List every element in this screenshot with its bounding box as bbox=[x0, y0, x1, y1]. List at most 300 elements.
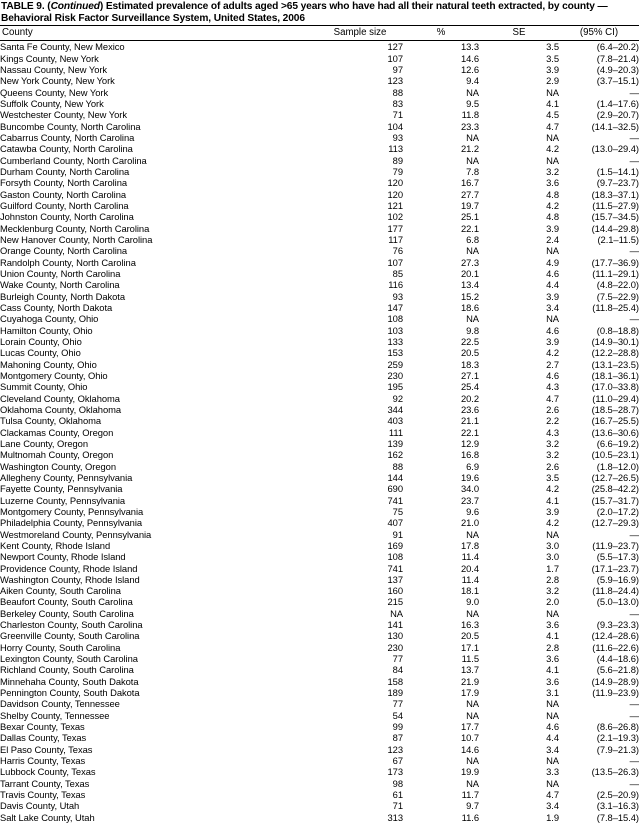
percent-cell: 9.5 bbox=[466, 98, 479, 110]
se-cell: 3.4 bbox=[546, 800, 559, 812]
se-cell: 3.5 bbox=[546, 52, 559, 64]
table-row bbox=[0, 800, 639, 811]
percent-cell: 11.8 bbox=[461, 109, 479, 121]
table-row bbox=[0, 279, 639, 290]
ci-cell: (8.6–26.8) bbox=[596, 721, 639, 733]
ci-cell: (2.1–11.5) bbox=[597, 233, 639, 245]
ci-cell: (1.5–14.1) bbox=[596, 166, 639, 178]
ci-cell: (11.9–23.7) bbox=[592, 539, 639, 551]
ci-cell: (11.9–23.9) bbox=[592, 687, 639, 699]
se-cell: 2.6 bbox=[546, 460, 559, 472]
percent-cell: 14.6 bbox=[460, 743, 479, 755]
ci-cell: (6.6–19.2) bbox=[596, 437, 639, 449]
ci-cell: — bbox=[629, 245, 639, 257]
sample-size-cell: 71 bbox=[392, 800, 403, 812]
sample-size-cell: 123 bbox=[387, 75, 403, 87]
table-header-row bbox=[0, 26, 639, 41]
county-cell: Forsyth County, North Carolina bbox=[0, 177, 128, 189]
se-cell: NA bbox=[546, 528, 559, 540]
ci-cell: (4.9–20.3) bbox=[596, 64, 639, 76]
se-cell: 4.5 bbox=[546, 109, 559, 121]
table-row bbox=[0, 755, 639, 766]
se-cell: 4.6 bbox=[546, 267, 559, 279]
sample-size-cell: 741 bbox=[387, 562, 403, 574]
se-cell: NA bbox=[546, 313, 559, 325]
sample-size-cell: 79 bbox=[392, 166, 403, 178]
county-cell: Charleston County, South Carolina bbox=[0, 619, 143, 631]
ci-cell: (3.7–15.1) bbox=[596, 75, 639, 87]
ci-cell: (5.6–21.8) bbox=[596, 664, 639, 676]
sample-size-cell: 133 bbox=[387, 335, 403, 347]
table-row bbox=[0, 517, 639, 528]
se-cell: 4.7 bbox=[546, 789, 559, 801]
sample-size-cell: 92 bbox=[392, 392, 403, 404]
percent-cell: 18.1 bbox=[460, 585, 479, 597]
se-cell: 3.4 bbox=[546, 743, 559, 755]
column-header-ci: (95% CI) bbox=[559, 26, 639, 41]
county-cell: Lexington County, South Carolina bbox=[0, 653, 138, 665]
table-row bbox=[0, 529, 639, 540]
table-row bbox=[0, 778, 639, 789]
se-cell: 4.6 bbox=[546, 324, 559, 336]
table-row bbox=[0, 563, 639, 574]
sample-size-cell: 230 bbox=[387, 641, 403, 653]
se-cell: 3.6 bbox=[546, 653, 559, 665]
percent-cell: 20.1 bbox=[460, 267, 479, 279]
percent-cell: 19.9 bbox=[460, 766, 479, 778]
ci-cell: (18.1–36.1) bbox=[591, 369, 639, 381]
se-cell: NA bbox=[546, 154, 559, 166]
table-row bbox=[0, 732, 639, 743]
se-cell: 2.4 bbox=[546, 233, 559, 245]
sample-size-cell: 130 bbox=[387, 630, 403, 642]
ci-cell: (7.8–21.4) bbox=[596, 52, 639, 64]
county-cell: Berkeley County, South Carolina bbox=[0, 607, 134, 619]
sample-size-cell: 117 bbox=[388, 233, 403, 245]
sample-size-cell: 127 bbox=[387, 41, 403, 53]
table-row bbox=[0, 155, 639, 166]
ci-cell: — bbox=[629, 154, 639, 166]
ci-cell: (17.1–23.7) bbox=[591, 562, 639, 574]
county-cell: Harris County, Texas bbox=[0, 755, 86, 767]
sample-size-cell: 144 bbox=[387, 471, 403, 483]
ci-cell: (2.0–17.2) bbox=[596, 505, 639, 517]
sample-size-cell: 313 bbox=[387, 811, 403, 823]
county-cell: Beaufort County, South Carolina bbox=[0, 596, 133, 608]
table-row bbox=[0, 268, 639, 279]
county-cell: Union County, North Carolina bbox=[0, 267, 121, 279]
percent-cell: 18.6 bbox=[460, 301, 479, 313]
percent-cell: NA bbox=[466, 528, 479, 540]
percent-cell: 9.0 bbox=[466, 596, 479, 608]
county-cell: Nassau County, New York bbox=[0, 64, 108, 76]
county-cell: Newport County, Rhode Island bbox=[0, 551, 126, 563]
table-row bbox=[0, 619, 639, 630]
county-cell: Washington County, Oregon bbox=[0, 460, 117, 472]
ci-cell: (9.3–23.3) bbox=[596, 619, 639, 631]
county-cell: Cumberland County, North Carolina bbox=[0, 154, 147, 166]
table-row bbox=[0, 449, 639, 460]
ci-cell: (11.5–27.9) bbox=[592, 200, 639, 211]
county-cell: Allegheny County, Pennsylvania bbox=[0, 471, 133, 483]
ci-cell: (15.7–34.5) bbox=[591, 211, 639, 223]
table-row bbox=[0, 189, 639, 200]
table-row bbox=[0, 438, 639, 449]
county-cell: Lorain County, Ohio bbox=[0, 335, 82, 347]
percent-cell: 23.3 bbox=[460, 120, 479, 132]
sample-size-cell: 177 bbox=[387, 222, 403, 234]
se-cell: 3.6 bbox=[546, 619, 559, 631]
ci-cell: (13.5–26.3) bbox=[591, 766, 639, 778]
table-row bbox=[0, 234, 639, 245]
ci-cell: (11.6–22.6) bbox=[592, 641, 639, 653]
county-cell: Kings County, New York bbox=[0, 52, 99, 64]
sample-size-cell: 141 bbox=[387, 619, 403, 631]
se-cell: NA bbox=[546, 755, 559, 767]
se-cell: 2.9 bbox=[546, 75, 559, 87]
column-header-sample-size: Sample size bbox=[317, 26, 403, 41]
ci-cell: (11.1–29.1) bbox=[592, 267, 639, 279]
table-row bbox=[0, 687, 639, 698]
table-row bbox=[0, 177, 639, 188]
sample-size-cell: 160 bbox=[387, 585, 403, 597]
county-cell: Cuyahoga County, Ohio bbox=[0, 313, 99, 325]
ci-cell: — bbox=[629, 755, 639, 767]
ci-cell: (18.5–28.7) bbox=[591, 403, 639, 415]
se-cell: 4.8 bbox=[546, 211, 559, 223]
county-cell: Richland County, South Carolina bbox=[0, 664, 134, 676]
table-row bbox=[0, 313, 639, 324]
county-cell: Wake County, North Carolina bbox=[0, 279, 120, 291]
table-row bbox=[0, 551, 639, 562]
table-row bbox=[0, 812, 639, 823]
county-cell: Pennington County, South Dakota bbox=[0, 687, 140, 699]
percent-cell: 22.5 bbox=[460, 335, 479, 347]
ci-cell: (12.7–29.3) bbox=[591, 517, 639, 529]
county-cell: Cabarrus County, North Carolina bbox=[0, 132, 135, 144]
table-row bbox=[0, 325, 639, 336]
ci-cell: (7.5–22.9) bbox=[596, 290, 639, 302]
table-row bbox=[0, 404, 639, 415]
county-cell: Luzerne County, Pennsylvania bbox=[0, 494, 126, 506]
percent-cell: NA bbox=[466, 154, 479, 166]
ci-cell: — bbox=[629, 86, 639, 98]
ci-cell: (25.8–42.2) bbox=[591, 483, 639, 495]
table-row bbox=[0, 664, 639, 675]
sample-size-cell: 88 bbox=[392, 86, 403, 98]
county-cell: Mecklenburg County, North Carolina bbox=[0, 222, 150, 234]
ci-cell: (13.6–30.6) bbox=[591, 426, 639, 438]
ci-cell: (13.0–29.4) bbox=[591, 143, 639, 155]
county-cell: Cleveland County, Oklahoma bbox=[0, 392, 120, 404]
se-cell: 4.7 bbox=[546, 392, 559, 404]
county-cell: Lucas County, Ohio bbox=[0, 347, 81, 359]
sample-size-cell: 77 bbox=[392, 653, 403, 665]
county-cell: Tulsa County, Oklahoma bbox=[0, 415, 102, 427]
percent-cell: 10.7 bbox=[460, 732, 479, 744]
county-cell: Montgomery County, Ohio bbox=[0, 369, 108, 381]
sample-size-cell: 102 bbox=[387, 211, 403, 223]
percent-cell: 12.6 bbox=[460, 64, 479, 76]
sample-size-cell: 107 bbox=[387, 52, 403, 64]
sample-size-cell: 67 bbox=[392, 755, 403, 767]
percent-cell: 9.6 bbox=[466, 505, 479, 517]
percent-cell: 9.7 bbox=[466, 800, 479, 812]
sample-size-cell: 407 bbox=[387, 517, 403, 529]
county-cell: Summit County, Ohio bbox=[0, 381, 88, 393]
percent-cell: 23.7 bbox=[460, 494, 479, 506]
ci-cell: (3.1–16.3) bbox=[596, 800, 639, 812]
table-row bbox=[0, 211, 639, 222]
se-cell: 3.4 bbox=[546, 301, 559, 313]
table-row bbox=[0, 359, 639, 370]
county-cell: Randolph County, North Carolina bbox=[0, 256, 136, 268]
se-cell: 3.1 bbox=[546, 687, 559, 699]
table-row bbox=[0, 109, 639, 120]
percent-cell: NA bbox=[466, 698, 479, 710]
se-cell: 3.5 bbox=[546, 41, 559, 53]
ci-cell: (0.8–18.8) bbox=[596, 324, 639, 336]
table-row bbox=[0, 676, 639, 687]
se-cell: 2.8 bbox=[546, 573, 559, 585]
se-cell: 4.3 bbox=[546, 381, 559, 393]
percent-cell: 9.8 bbox=[466, 324, 479, 336]
ci-cell: (7.8–15.4) bbox=[596, 811, 639, 823]
county-cell: Suffolk County, New York bbox=[0, 98, 104, 110]
county-cell: Dallas County, Texas bbox=[0, 732, 87, 744]
county-cell: Horry County, South Carolina bbox=[0, 641, 121, 653]
ci-cell: (12.4–28.6) bbox=[591, 630, 639, 642]
county-cell: Hamilton County, Ohio bbox=[0, 324, 93, 336]
sample-size-cell: 83 bbox=[392, 98, 403, 110]
table-row bbox=[0, 789, 639, 800]
percent-cell: 21.1 bbox=[460, 415, 479, 427]
percent-cell: 12.9 bbox=[460, 437, 479, 449]
percent-cell: 27.3 bbox=[460, 256, 479, 268]
se-cell: 4.6 bbox=[546, 721, 559, 733]
table-row bbox=[0, 64, 639, 75]
percent-cell: 34.0 bbox=[460, 483, 479, 495]
se-cell: 4.2 bbox=[546, 143, 559, 155]
column-header-se: SE bbox=[479, 26, 559, 41]
county-cell: El Paso County, Texas bbox=[0, 743, 93, 755]
sample-size-cell: 344 bbox=[387, 403, 403, 415]
sample-size-cell: 139 bbox=[387, 437, 403, 449]
ci-cell: — bbox=[629, 709, 639, 721]
county-cell: Catawba County, North Carolina bbox=[0, 143, 133, 155]
percent-cell: 15.2 bbox=[460, 290, 479, 302]
ci-cell: (6.4–20.2) bbox=[596, 41, 639, 53]
se-cell: 1.7 bbox=[546, 562, 559, 574]
column-header-percent: % bbox=[403, 26, 479, 41]
county-cell: Tarrant County, Texas bbox=[0, 777, 90, 789]
table-row bbox=[0, 53, 639, 64]
percent-cell: 27.1 bbox=[460, 369, 479, 381]
percent-cell: NA bbox=[466, 755, 479, 767]
se-cell: 4.2 bbox=[546, 517, 559, 529]
ci-cell: (15.7–31.7) bbox=[591, 494, 639, 506]
percent-cell: 6.9 bbox=[466, 460, 479, 472]
ci-cell: (17.7–36.9) bbox=[591, 256, 639, 268]
table-row bbox=[0, 608, 639, 619]
ci-cell: (2.5–20.9) bbox=[596, 789, 639, 801]
percent-cell: 11.4 bbox=[461, 573, 479, 585]
percent-cell: 20.2 bbox=[460, 392, 479, 404]
table-title-continued: Continued bbox=[50, 1, 100, 12]
sample-size-cell: 61 bbox=[392, 789, 403, 801]
table-row bbox=[0, 630, 639, 641]
se-cell: NA bbox=[546, 245, 559, 257]
table-row bbox=[0, 596, 639, 607]
ci-cell: — bbox=[629, 607, 639, 619]
sample-size-cell: 77 bbox=[392, 698, 403, 710]
sample-size-cell: 97 bbox=[392, 64, 403, 76]
percent-cell: NA bbox=[466, 709, 479, 721]
se-cell: 2.7 bbox=[546, 358, 559, 370]
ci-cell: (5.0–13.0) bbox=[596, 596, 639, 608]
table-row bbox=[0, 132, 639, 143]
ci-cell: (11.8–25.4) bbox=[592, 301, 639, 313]
sample-size-cell: 89 bbox=[392, 154, 403, 166]
table-row bbox=[0, 41, 639, 53]
sample-size-cell: 215 bbox=[387, 596, 403, 608]
table-row bbox=[0, 336, 639, 347]
table-row bbox=[0, 223, 639, 234]
table-row bbox=[0, 143, 639, 154]
ci-cell: (14.9–28.9) bbox=[591, 675, 639, 687]
sample-size-cell: 71 bbox=[392, 109, 403, 121]
sample-size-cell: 123 bbox=[387, 743, 403, 755]
sample-size-cell: 88 bbox=[392, 460, 403, 472]
percent-cell: 18.3 bbox=[460, 358, 479, 370]
se-cell: 4.1 bbox=[546, 98, 559, 110]
county-cell: Westmoreland County, Pennsylvania bbox=[0, 528, 152, 540]
sample-size-cell: 120 bbox=[387, 188, 403, 200]
prevalence-table bbox=[0, 25, 639, 823]
se-cell: 4.9 bbox=[546, 256, 559, 268]
county-cell: Aiken County, South Carolina bbox=[0, 585, 121, 597]
ci-cell: (2.1–19.3) bbox=[596, 732, 639, 744]
county-cell: Queens County, New York bbox=[0, 86, 109, 98]
percent-cell: 17.9 bbox=[460, 687, 479, 699]
percent-cell: 13.4 bbox=[460, 279, 479, 291]
table-row bbox=[0, 98, 639, 109]
percent-cell: 20.5 bbox=[460, 630, 479, 642]
table-title-line2: Behavioral Risk Factor Surveillance System, United States, 2006 bbox=[1, 13, 305, 25]
sample-size-cell: 189 bbox=[387, 687, 403, 699]
sample-size-cell: 108 bbox=[387, 551, 403, 563]
percent-cell: 22.1 bbox=[460, 426, 479, 438]
table-row bbox=[0, 766, 639, 777]
percent-cell: NA bbox=[466, 607, 479, 619]
sample-size-cell: 147 bbox=[387, 301, 403, 313]
county-cell: Durham County, North Carolina bbox=[0, 166, 130, 178]
county-cell: Montgomery County, Pennsylvania bbox=[0, 505, 144, 517]
sample-size-cell: 111 bbox=[388, 426, 403, 438]
table-row bbox=[0, 483, 639, 494]
se-cell: 2.8 bbox=[546, 641, 559, 653]
se-cell: 4.6 bbox=[546, 369, 559, 381]
table-row bbox=[0, 642, 639, 653]
se-cell: 2.2 bbox=[546, 415, 559, 427]
table-row bbox=[0, 472, 639, 483]
percent-cell: 21.9 bbox=[460, 675, 479, 687]
se-cell: 4.1 bbox=[546, 664, 559, 676]
county-cell: Guilford County, North Carolina bbox=[0, 200, 129, 211]
sample-size-cell: 137 bbox=[387, 573, 403, 585]
se-cell: 3.2 bbox=[546, 166, 559, 178]
se-cell: 4.3 bbox=[546, 426, 559, 438]
sample-size-cell: 153 bbox=[387, 347, 403, 359]
se-cell: 3.0 bbox=[546, 539, 559, 551]
county-cell: Kent County, Rhode Island bbox=[0, 539, 111, 551]
sample-size-cell: 690 bbox=[387, 483, 403, 495]
se-cell: 3.2 bbox=[546, 585, 559, 597]
ci-cell: (11.0–29.4) bbox=[592, 392, 639, 404]
table-row bbox=[0, 710, 639, 721]
county-cell: Westchester County, New York bbox=[0, 109, 127, 121]
table-row bbox=[0, 427, 639, 438]
county-cell: Davis County, Utah bbox=[0, 800, 80, 812]
ci-cell: (14.4–29.8) bbox=[591, 222, 639, 234]
sample-size-cell: 107 bbox=[387, 256, 403, 268]
county-cell: Lubbock County, Texas bbox=[0, 766, 96, 778]
county-cell: Orange County, North Carolina bbox=[0, 245, 128, 257]
ci-cell: (16.7–25.5) bbox=[591, 415, 639, 427]
ci-cell: (10.5–23.1) bbox=[591, 449, 639, 461]
se-cell: NA bbox=[546, 709, 559, 721]
percent-cell: 6.8 bbox=[466, 233, 479, 245]
county-cell: Gaston County, North Carolina bbox=[0, 188, 127, 200]
sample-size-cell: 103 bbox=[387, 324, 403, 336]
se-cell: NA bbox=[546, 777, 559, 789]
se-cell: 3.5 bbox=[546, 471, 559, 483]
se-cell: 3.9 bbox=[546, 335, 559, 347]
county-cell: Travis County, Texas bbox=[0, 789, 86, 801]
percent-cell: 9.4 bbox=[466, 75, 479, 87]
se-cell: 3.9 bbox=[546, 290, 559, 302]
ci-cell: (18.3–37.1) bbox=[591, 188, 639, 200]
se-cell: 3.3 bbox=[546, 766, 559, 778]
se-cell: 2.0 bbox=[546, 596, 559, 608]
ci-cell: — bbox=[629, 698, 639, 710]
se-cell: 2.6 bbox=[546, 403, 559, 415]
se-cell: 3.2 bbox=[546, 437, 559, 449]
percent-cell: NA bbox=[466, 777, 479, 789]
table-body bbox=[0, 41, 639, 823]
table-row bbox=[0, 166, 639, 177]
table-row bbox=[0, 347, 639, 358]
percent-cell: 20.5 bbox=[460, 347, 479, 359]
county-cell: Greenville County, South Carolina bbox=[0, 630, 140, 642]
ci-cell: (1.4–17.6) bbox=[596, 98, 639, 110]
percent-cell: 20.4 bbox=[460, 562, 479, 574]
sample-size-cell: 93 bbox=[392, 132, 403, 144]
table-header bbox=[0, 26, 639, 41]
sample-size-cell: 113 bbox=[388, 143, 403, 155]
sample-size-cell: 104 bbox=[387, 120, 403, 132]
percent-cell: 22.1 bbox=[460, 222, 479, 234]
percent-cell: 21.0 bbox=[460, 517, 479, 529]
sample-size-cell: 173 bbox=[387, 766, 403, 778]
percent-cell: 21.2 bbox=[460, 143, 479, 155]
sample-size-cell: 99 bbox=[392, 721, 403, 733]
table-row bbox=[0, 75, 639, 86]
percent-cell: 19.7 bbox=[460, 200, 479, 211]
se-cell: 4.2 bbox=[546, 347, 559, 359]
table-row bbox=[0, 291, 639, 302]
ci-cell: (5.9–16.9) bbox=[596, 573, 639, 585]
